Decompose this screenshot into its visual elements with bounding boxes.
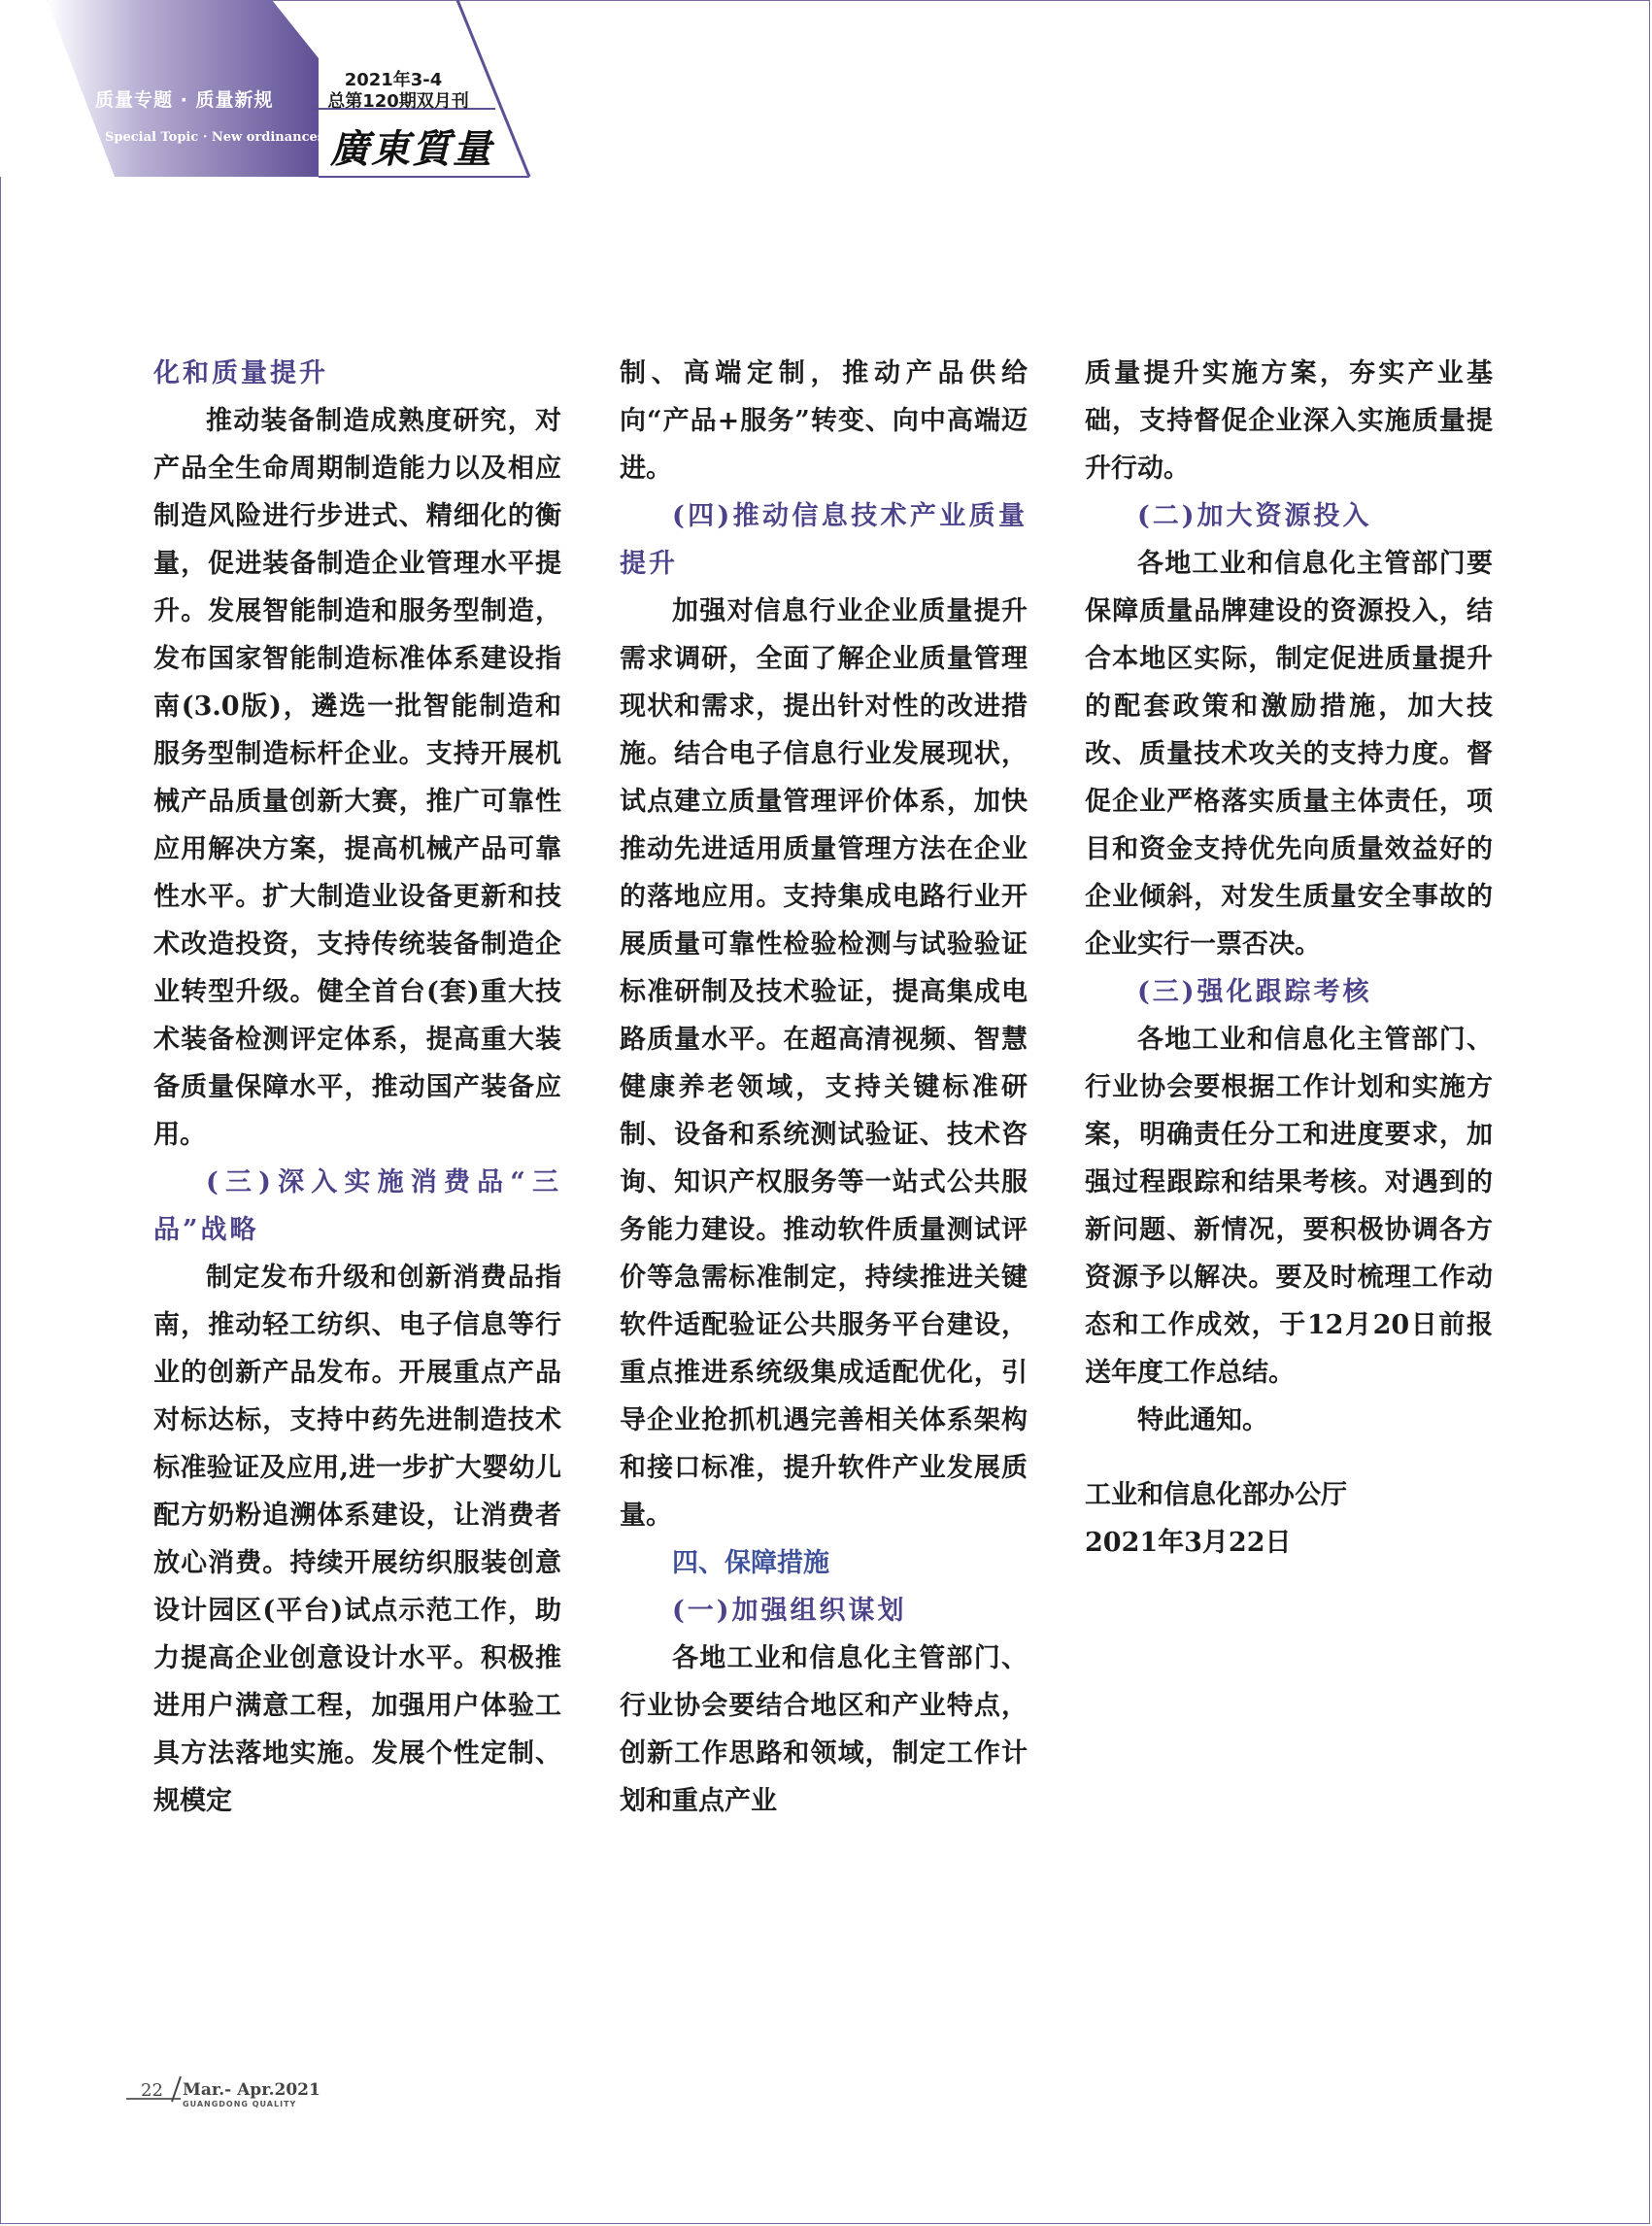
footer-slash-icon — [169, 2074, 183, 2104]
closing-line: 特此通知。 — [1137, 1405, 1268, 1435]
subheading: (二)加大资源投入 — [1137, 501, 1372, 531]
footer-brand: GUANGDONG QUALITY — [183, 2100, 297, 2108]
column-1 — [153, 350, 561, 1825]
paragraph: 制定发布升级和创新消费品指南，推动轻工纺织、电子信息等行业的创新产品发布。开展重点产品对标达标，支持中药先进制造技术标准验证及应用,进一步扩大婴幼儿配方奶粉追溯体系建设，让消费者放心消费。持续开展纺织服装创意设计园区(平台)试点示范工作，助力提高企业创意设计水平。积极推进用户满意工程，加强用户体验工具方法落地实施。发展个性定制、规模定 — [153, 1263, 561, 1816]
page-header — [0, 0, 544, 180]
page-footer — [126, 2078, 379, 2117]
magazine-logo: 廣東質量 — [330, 126, 493, 172]
header-issue: 总第120期双月刊 — [327, 91, 469, 112]
paragraph: 各地工业和信息化主管部门、行业协会要根据工作计划和实施方案，明确责任分工和进度要求，加强过程跟踪和结果考核。对遇到的新问题、新情况，要积极协调各方资源予以解决。要及时梳理工作动态和工作成效，于12月20日前报送年度工作总结。 — [1085, 1025, 1493, 1388]
signature-block — [1085, 1471, 1493, 1567]
header-section-en: Special Topic · New ordinances — [105, 130, 325, 145]
paragraph: 推动装备制造成熟度研究，对产品全生命周期制造能力以及相应制造风险进行步进式、精细化的衡量，促进装备制造企业管理水平提升。发展智能制造和服务型制造，发布国家智能制造标准体系建设指南(3.0版)，遴选一批智能制造和服务型制造标杆企业。支持开展机械产品质量创新大赛，推广可靠性应用解决方案，提高机械产品可靠性水平。扩大制造业设备更新和技术改造投资，支持传统装备制造企业转型升级。健全首台(套)重大技术装备检测评定体系，提高重大装备质量保障水平，推动国产装备应用。 — [153, 406, 561, 1150]
subheading: (三)强化跟踪考核 — [1137, 977, 1372, 1007]
subheading: (一)加强组织谋划 — [672, 1596, 907, 1626]
paragraph: 加强对信息行业企业质量提升需求调研，全面了解企业质量管理现状和需求，提出针对性的改进措施。结合电子信息行业发展现状，试点建立质量管理评价体系，加快推动先进适用质量管理方法在企业的落地应用。支持集成电路行业开展质量可靠性检验检测与试验验证标准研制及技术验证，提高集成电路质量水平。在超高清视频、智慧健康养老领域，支持关键标准研制、设备和系统测试验证、技术咨询、知识产权服务等一站式公共服务能力建设。推动软件质量测试评价等急需标准制定，持续推进关键软件适配验证公共服务平台建设，重点推进系统级集成适配优化，引导企业抢抓机遇完善相关体系架构和接口标准，提升软件产业发展质量。 — [620, 596, 1028, 1531]
column-3 — [1085, 350, 1493, 1567]
footer-date: Mar.- Apr.2021 — [183, 2080, 320, 2100]
subheading: 化和质量提升 — [153, 358, 328, 388]
paragraph: 各地工业和信息化主管部门要保障质量品牌建设的资源投入，结合本地区实际，制定促进质量提升的配套政策和激励措施，加大技改、质量技术攻关的支持力度。督促企业严格落实质量主体责任，项目和资金支持优先向质量效益好的企业倾斜，对发生质量安全事故的企业实行一票否决。 — [1085, 549, 1493, 960]
issuer-name: 工业和信息化部办公厅 — [1085, 1480, 1347, 1510]
column-2 — [620, 350, 1028, 1825]
subheading: (四)推动信息技术产业质量提升 — [620, 501, 1028, 579]
header-section-cn: 质量专题 · 质量新规 — [95, 89, 274, 111]
subheading: (三)深入实施消费品“三品”战略 — [153, 1167, 561, 1245]
issue-date: 2021年3月22日 — [1085, 1528, 1292, 1558]
paragraph: 质量提升实施方案，夯实产业基础，支持督促企业深入实施质量提升行动。 — [1085, 358, 1493, 484]
header-date: 2021年3-4 — [344, 70, 443, 90]
paragraph: 制、高端定制，推动产品供给向“产品+服务”转变、向中高端迈进。 — [620, 358, 1028, 484]
paragraph: 各地工业和信息化主管部门、行业协会要结合地区和产业特点，创新工作思路和领域，制定工作计划和重点产业 — [620, 1643, 1028, 1816]
section-heading: 四、保障措施 — [672, 1548, 829, 1578]
page-number: 22 — [141, 2080, 163, 2101]
